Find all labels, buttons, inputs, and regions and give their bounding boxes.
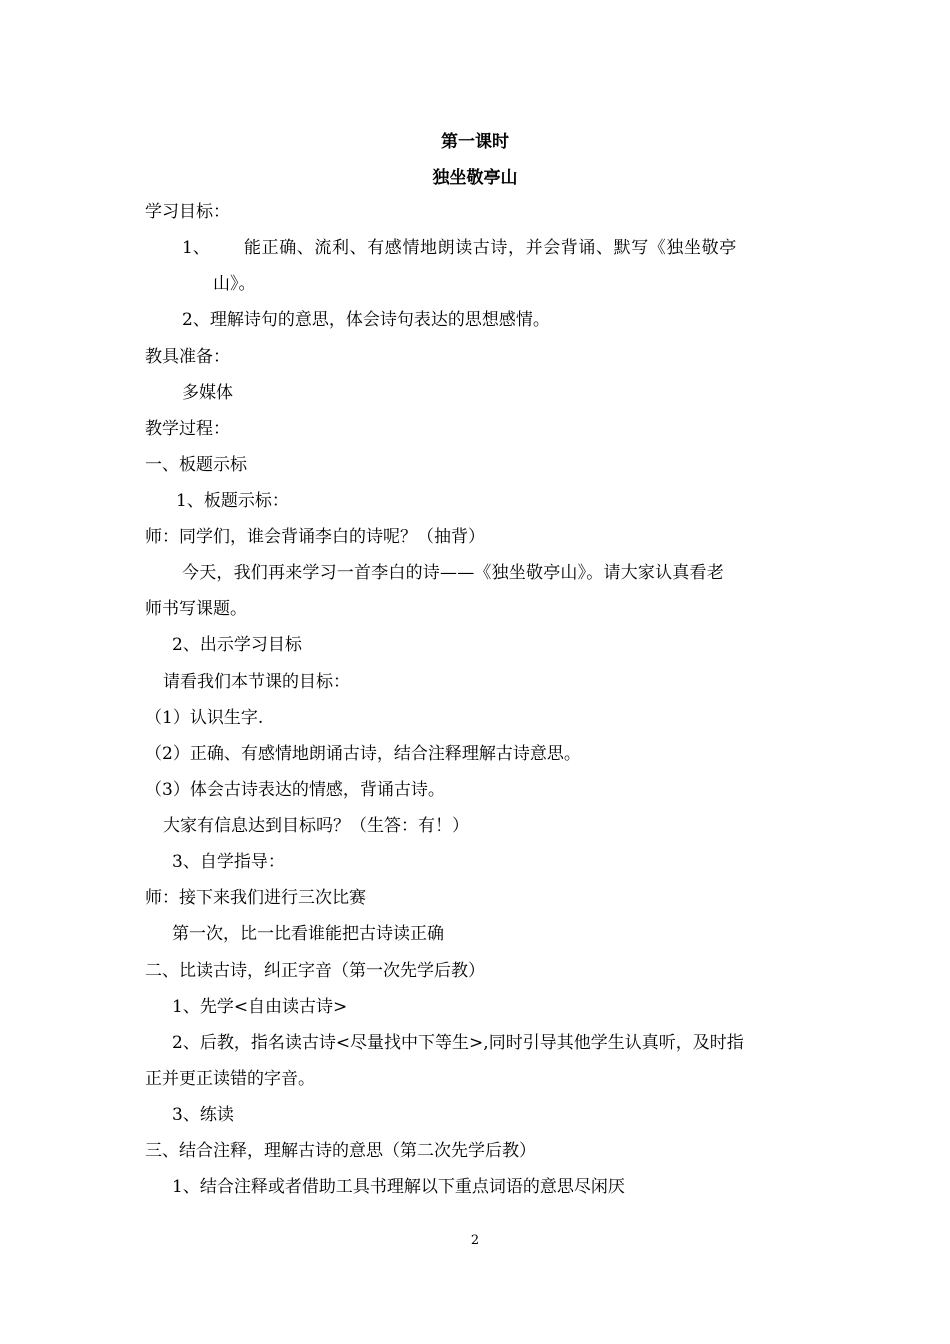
text-line: 1、板题示标：: [176, 491, 289, 511]
page-number: 2: [470, 1233, 480, 1248]
poem-title: 独坐敬亭山: [432, 168, 518, 188]
text-line: 3、练读: [172, 1105, 234, 1125]
section-heading: 教学过程：: [145, 419, 230, 439]
text-line: 能正确、流利、有感情地朗读古诗，并会背诵、默写《独坐敬亭: [244, 238, 737, 258]
text-line: 多媒体: [182, 383, 233, 403]
section-heading: 学习目标：: [145, 202, 230, 222]
text-line: 1、结合注释或者借助工具书理解以下重点词语的意思尽闲厌: [172, 1177, 625, 1197]
lesson-title: 第一课时: [441, 132, 509, 152]
text-line: 师：同学们，谁会背诵李白的诗呢？（抽背）: [145, 527, 485, 547]
text-line: （3）体会古诗表达的情感，背诵古诗。: [145, 780, 445, 800]
text-line: 师书写课题。: [145, 599, 247, 619]
section-heading: 二、比读古诗，纠正字音（第一次先学后教）: [145, 961, 485, 981]
text-line: 大家有信息达到目标吗？（生答：有！）: [163, 816, 469, 836]
text-line: 1、先学<自由读古诗>: [172, 997, 348, 1017]
text-line: 2、后教，指名读古诗<尽量找中下等生>,同时引导其他学生认真听，及时指: [172, 1033, 744, 1053]
text-line: 第一次，比一比看谁能把古诗读正确: [172, 924, 444, 944]
text-line: 师：接下来我们进行三次比赛: [145, 888, 366, 908]
text-line: 3、自学指导：: [172, 852, 285, 872]
list-number: 1、: [182, 238, 210, 258]
text-line: 2、出示学习目标: [172, 635, 302, 655]
text-line: 请看我们本节课的目标：: [163, 672, 350, 692]
section-heading: 教具准备：: [145, 347, 230, 367]
section-heading: 一、板题示标: [145, 455, 247, 475]
text-line: 正并更正读错的字音。: [145, 1069, 315, 1089]
text-line: 山》。: [213, 274, 256, 294]
text-line: 2、理解诗句的意思，体会诗句表达的思想感情。: [182, 310, 550, 330]
text-line: （2）正确、有感情地朗诵古诗，结合注释理解古诗意思。: [145, 744, 581, 764]
section-heading: 三、结合注释，理解古诗的意思（第二次先学后教）: [145, 1141, 536, 1161]
text-line: 今天，我们再来学习一首李白的诗——《独坐敬亭山》。请大家认真看老: [182, 563, 724, 583]
text-line: （1）认识生字.: [145, 708, 264, 728]
